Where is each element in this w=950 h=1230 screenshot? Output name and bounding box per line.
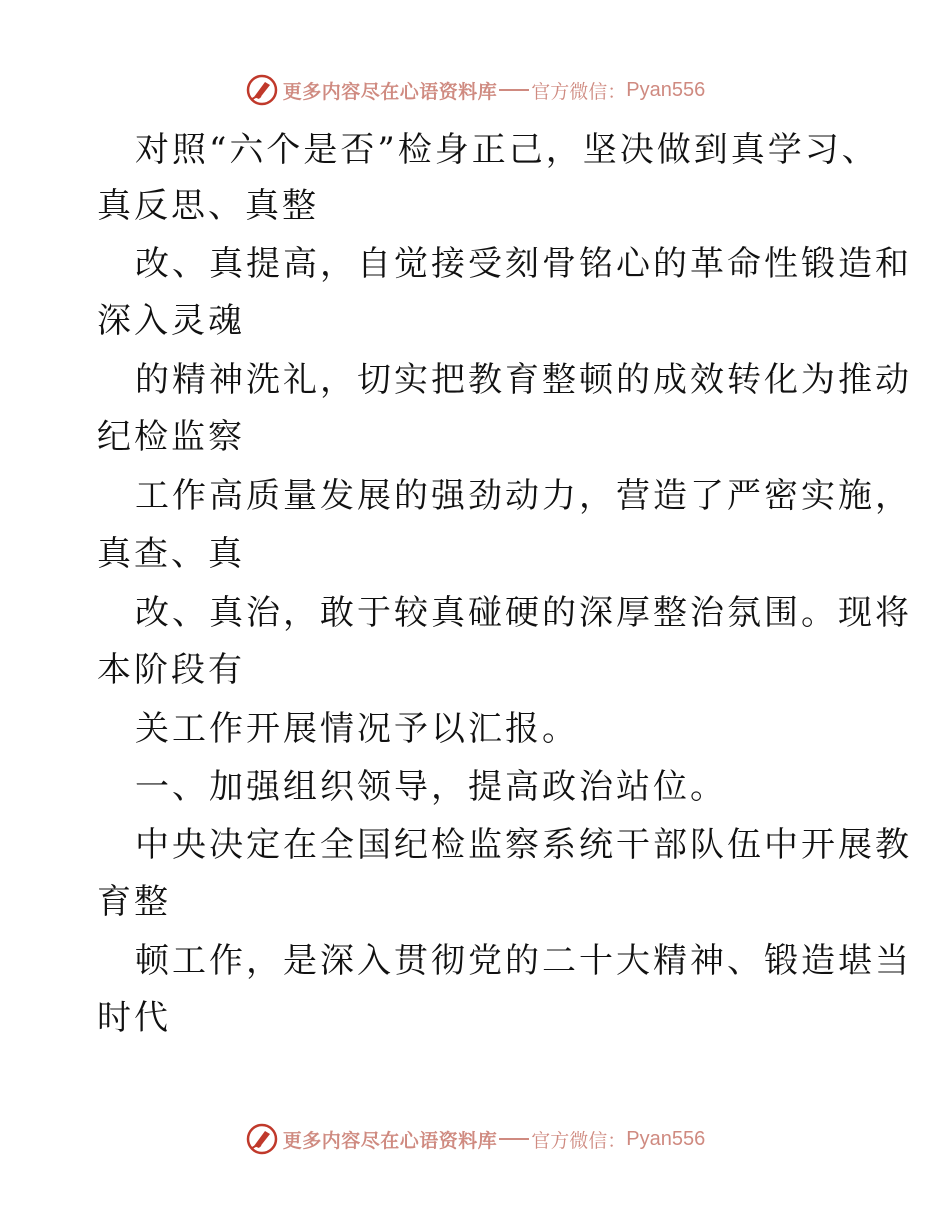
body-line: 改、真提高，自觉接受刻骨铭心的革命性锻造和: [135, 244, 912, 284]
brand-logo-icon: [245, 1122, 279, 1156]
footer-wechat-id: Pyan556: [626, 1127, 706, 1150]
body-line: 改、真治，敢于较真碰硬的深厚整治氛围。现将: [135, 593, 912, 633]
header-text: 更多内容尽在心语资料库: [282, 80, 498, 103]
section-heading: 一、加强组织领导，提高政治站位。: [135, 767, 727, 807]
brand-logo-icon: [245, 73, 279, 107]
body-line: 顿工作，是深入贯彻党的二十大精神、锻造堪当: [135, 941, 912, 981]
body-line: 时代: [97, 998, 171, 1038]
footer-wechat-label: 官方微信：: [531, 1129, 627, 1152]
header-wechat-label: 官方微信：: [531, 80, 627, 103]
header-dash: [499, 89, 529, 91]
footer-dash: [499, 1138, 529, 1140]
body-line: 深入灵魂: [97, 301, 245, 341]
body-line: 工作高质量发展的强劲动力，营造了严密实施，: [135, 476, 912, 516]
body-line: 真查、真: [97, 534, 245, 574]
header-wechat-id: Pyan556: [626, 78, 706, 101]
body-line: 对照“六个是否”检身正己，坚决做到真学习、: [135, 130, 879, 170]
body-line: 的精神洗礼，切实把教育整顿的成效转化为推动: [135, 360, 912, 400]
body-line: 中央决定在全国纪检监察系统干部队伍中开展教: [135, 825, 912, 865]
footer-text: 更多内容尽在心语资料库: [282, 1129, 498, 1152]
body-line: 育整: [97, 882, 171, 922]
footer-banner: [0, 1119, 950, 1159]
header-banner: [0, 70, 950, 110]
body-line: 真反思、真整: [97, 186, 319, 226]
body-line: 关工作开展情况予以汇报。: [135, 709, 579, 749]
body-line: 纪检监察: [97, 417, 245, 457]
body-line: 本阶段有: [97, 650, 245, 690]
